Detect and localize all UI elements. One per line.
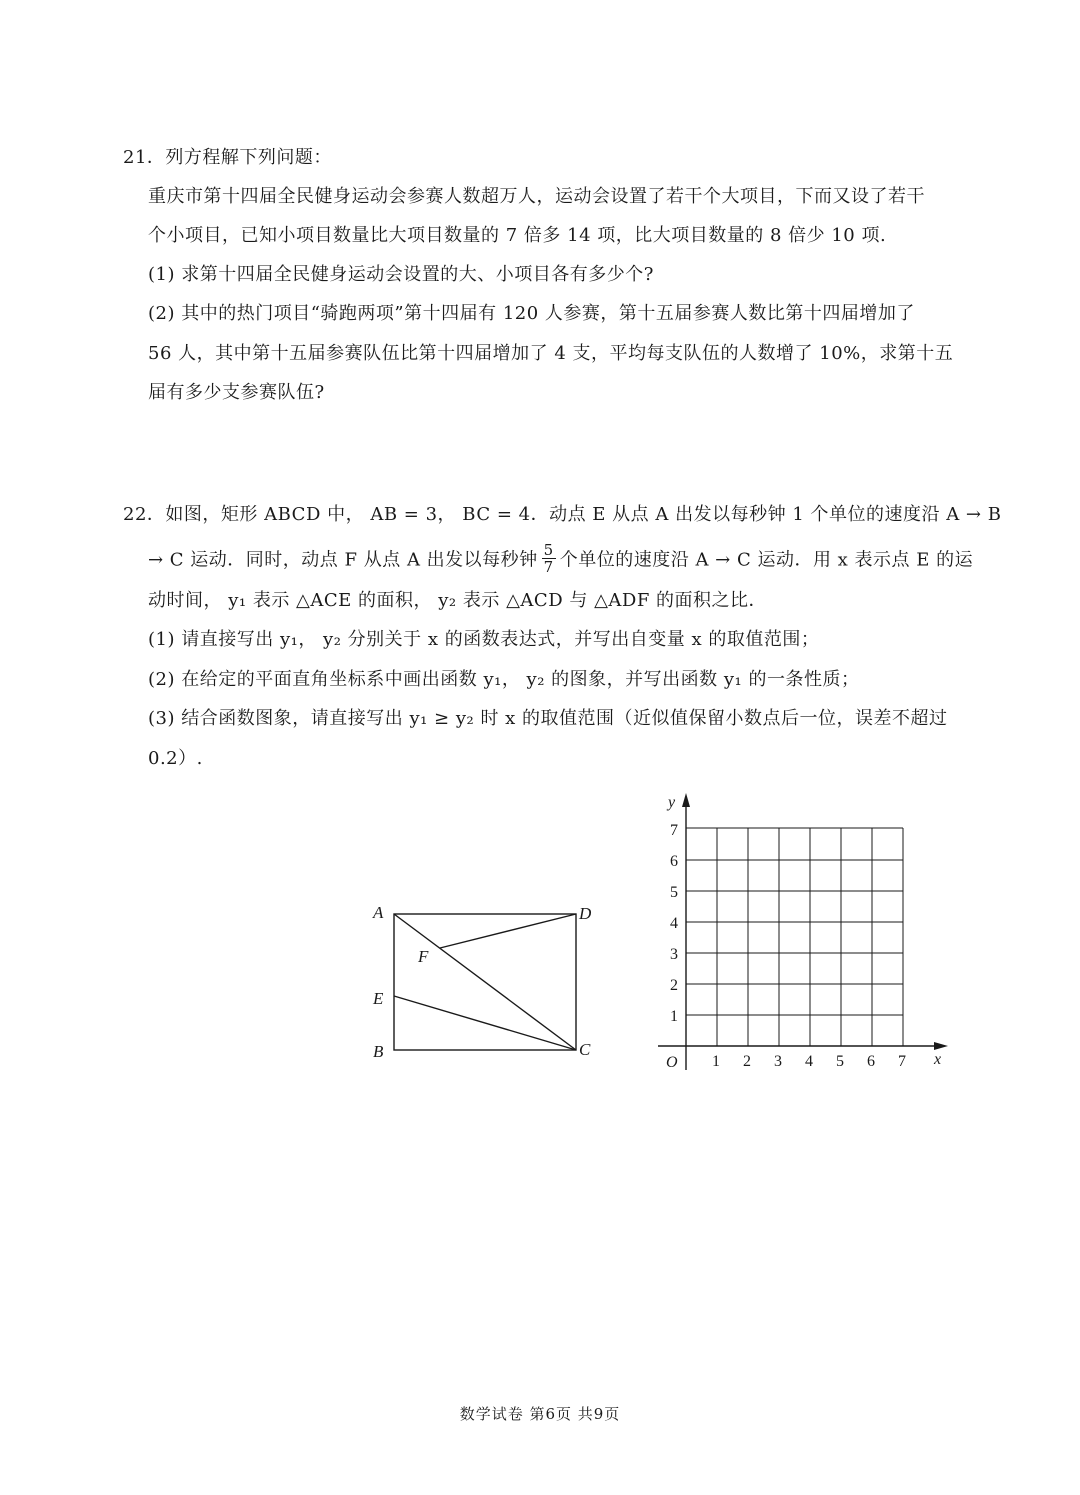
q21-part2c: 届有多少支参赛队伍? [148, 382, 325, 403]
q22-part3a: (3) 结合函数图象，请直接写出 y₁ ≥ y₂ 时 x 的取值范围（近似值保留小数点后一位，误差不超过 [148, 708, 948, 729]
page-footer: 数学试卷 第6页 共9页 [459, 1405, 621, 1423]
x-tick-4: 4 [805, 1053, 813, 1070]
y-axis-arrow-icon [682, 793, 690, 807]
y-tick-1: 1 [670, 1008, 678, 1025]
q22-part3b: 0.2）. [148, 748, 203, 769]
q21-part2a: (2) 其中的热门项目“骑跑两项”第十四届有 120 人参赛，第十五届参赛人数比第十四届增加了 [148, 303, 915, 324]
y-tick-4: 4 [670, 915, 678, 932]
y-tick-2: 2 [670, 977, 678, 994]
q22-fraction [542, 542, 556, 575]
segment-ec [394, 996, 576, 1050]
label-c: C [579, 1040, 591, 1059]
q21-line1: 重庆市第十四届全民健身运动会参赛人数超万人，运动会设置了若干个大项目，下而又设了若干 [148, 186, 925, 207]
y-tick-6: 6 [670, 853, 678, 870]
y-tick-5: 5 [670, 884, 678, 901]
x-tick-7: 7 [898, 1053, 906, 1070]
x-tick-1: 1 [712, 1053, 720, 1070]
x-tick-2: 2 [743, 1053, 751, 1070]
x-axis-arrow-icon [934, 1042, 948, 1050]
q22-part1: (1) 请直接写出 y₁， y₂ 分别关于 x 的函数表达式，并写出自变量 x 的取值范围； [148, 629, 820, 650]
q22-fraction-denominator: 7 [543, 558, 554, 576]
y-tick-7: 7 [670, 822, 678, 839]
q22-fraction-numerator: 5 [543, 541, 554, 559]
q21-part2b: 56 人，其中第十五届参赛队伍比第十四届增加了 4 支，平均每支队伍的人数增了 10%，求第十五 [148, 343, 954, 364]
x-tick-6: 6 [867, 1053, 875, 1070]
q21-line2: 个小项目，已知小项目数量比大项目数量的 7 倍多 14 项，比大项目数量的 8 倍少 10 项. [148, 225, 887, 246]
q22-line2-post: 个单位的速度沿 A → C 运动．用 x 表示点 E 的运 [559, 549, 974, 571]
coordinate-grid-figure[interactable] [650, 785, 960, 1080]
label-f: F [418, 947, 429, 966]
diagonal-ac [394, 914, 576, 1050]
q22-line2-pre: → C 运动．同时，动点 F 从点 A 出发以每秒钟 [148, 549, 538, 571]
label-d: D [579, 904, 592, 923]
q22-line1: 22．如图，矩形 ABCD 中， AB = 3， BC = 4．动点 E 从点 A 出发以每秒钟 1 个单位的速度沿 A → B [123, 504, 1002, 525]
q22-line3: 动时间， y₁ 表示 △ACE 的面积， y₂ 表示 △ACD 与 △ADF 的面积之比． [148, 590, 768, 611]
label-a: A [373, 903, 384, 922]
rectangle-figure [360, 895, 610, 1070]
x-axis-label: x [934, 1051, 942, 1068]
label-e: E [373, 989, 384, 1008]
q22-line2 [148, 541, 974, 577]
segment-fd [440, 914, 576, 948]
label-b: B [373, 1042, 384, 1061]
y-tick-3: 3 [670, 946, 678, 963]
y-axis-label: y [668, 794, 676, 811]
q22-part2: (2) 在给定的平面直角坐标系中画出函数 y₁， y₂ 的图象，并写出函数 y₁ 的一条性质； [148, 669, 860, 690]
x-tick-3: 3 [774, 1053, 782, 1070]
q21-part1: (1) 求第十四届全民健身运动会设置的大、小项目各有多少个? [148, 264, 654, 285]
origin-label: O [666, 1054, 678, 1071]
x-tick-5: 5 [836, 1053, 844, 1070]
q21-header: 21．列方程解下列问题： [123, 147, 332, 168]
